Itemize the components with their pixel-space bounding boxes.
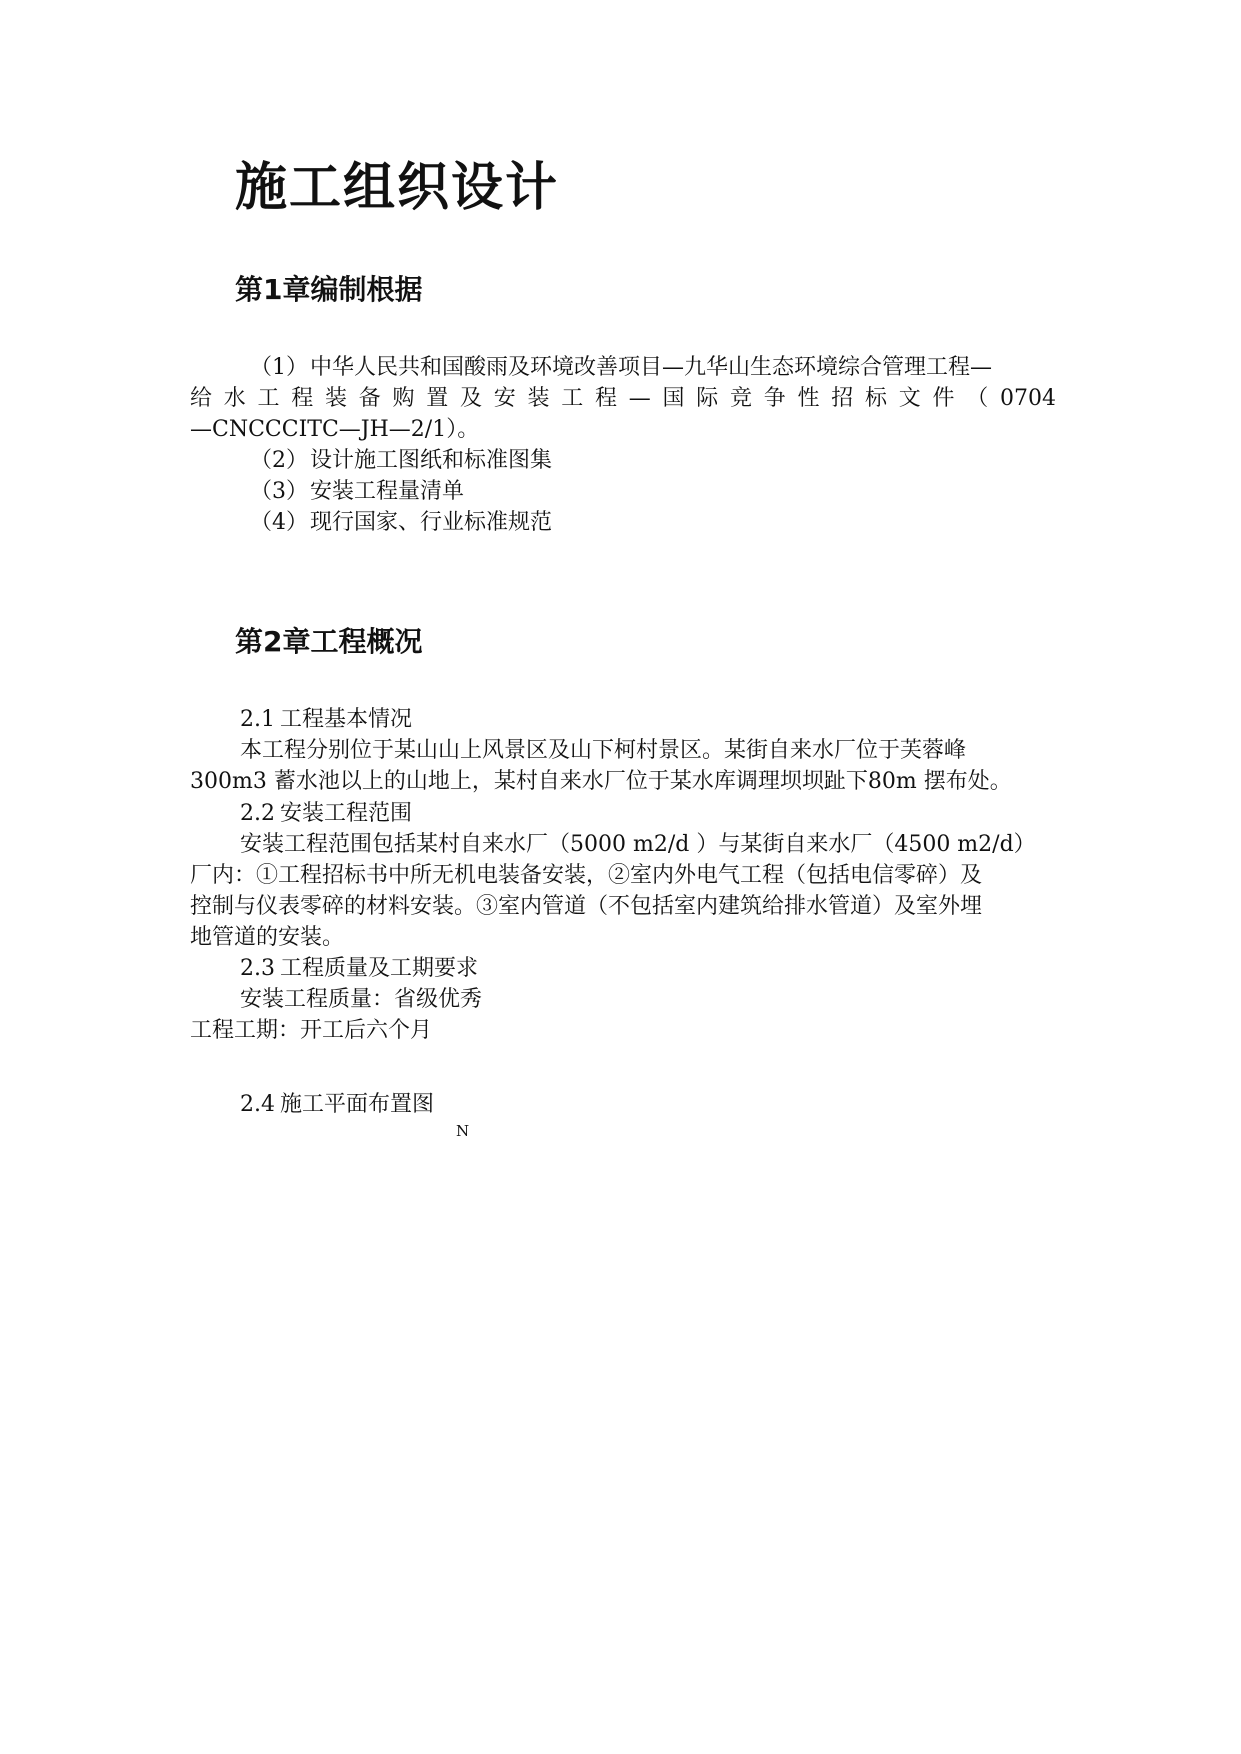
document-title: 施工组织设计: [235, 158, 560, 218]
section-2-2-heading: [240, 796, 412, 827]
chapter1-item1-first-line: [250, 350, 992, 381]
item-number: （1）: [250, 355, 308, 380]
section-2-4-heading: [240, 1087, 434, 1118]
item-text: 现行国家、行业标准规范: [310, 510, 553, 535]
section-2-3-period: 工程工期：开工后六个月: [190, 1018, 433, 1043]
section-2-3-heading: [240, 951, 478, 982]
north-arrow-label: N: [456, 1122, 470, 1140]
chapter1-item3: [250, 474, 464, 505]
chapter1-item1-third-line: —CNCCCITC—JH—2/1）。: [190, 417, 480, 442]
section-2-2-line1: 安装工程范围包括某村自来水厂（5000 m2/d ）与某街自来水厂（4500 m2/d）: [240, 832, 1036, 857]
section-number: 2.2: [240, 801, 275, 826]
chapter2-heading: 第2章工程概况: [235, 625, 423, 658]
section-title: 施工平面布置图: [280, 1092, 435, 1117]
chapter1-item4: [250, 505, 552, 536]
item-text: 安装工程量清单: [310, 479, 465, 504]
section-2-1-line1: 本工程分别位于某山山上风景区及山下柯村景区。某街自来水厂位于芙蓉峰: [240, 738, 967, 763]
section-title: 工程质量及工期要求: [280, 956, 479, 981]
section-2-2-line3: 控制与仪表零碎的材料安装。③室内管道（不包括室内建筑给排水管道）及室外埋: [190, 894, 983, 919]
item-number: （4）: [250, 510, 308, 535]
item-text: 设计施工图纸和标准图集: [310, 448, 553, 473]
section-2-1-heading: [240, 702, 412, 733]
section-title: 工程基本情况: [280, 707, 413, 732]
chapter1-heading: 第1章编制根据: [235, 273, 423, 306]
item-text: 中华人民共和国酸雨及环境改善项目—九华山生态环境综合管理工程—: [310, 355, 993, 380]
section-number: 2.1: [240, 707, 275, 732]
chapter1-item2: [250, 443, 552, 474]
section-number: 2.4: [240, 1092, 275, 1117]
item-number: （2）: [250, 448, 308, 473]
item-number: （3）: [250, 479, 308, 504]
section-2-2-line4: 地管道的安装。: [190, 925, 345, 950]
section-2-1-line2: 300m3 蓄水池以上的山地上，某村自来水厂位于某水库调理坝坝趾下80m 摆布处。: [190, 769, 1012, 794]
section-2-2-line2: 厂内：①工程招标书中所无机电装备安装，②室内外电气工程（包括电信零碎）及: [190, 863, 983, 888]
section-2-3-quality: 安装工程质量：省级优秀: [240, 987, 483, 1012]
section-number: 2.3: [240, 956, 275, 981]
chapter1-item1-second-line: 给水工程装备购置及安装工程—国际竞争性招标文件（0704: [190, 386, 1056, 411]
section-title: 安装工程范围: [280, 801, 413, 826]
